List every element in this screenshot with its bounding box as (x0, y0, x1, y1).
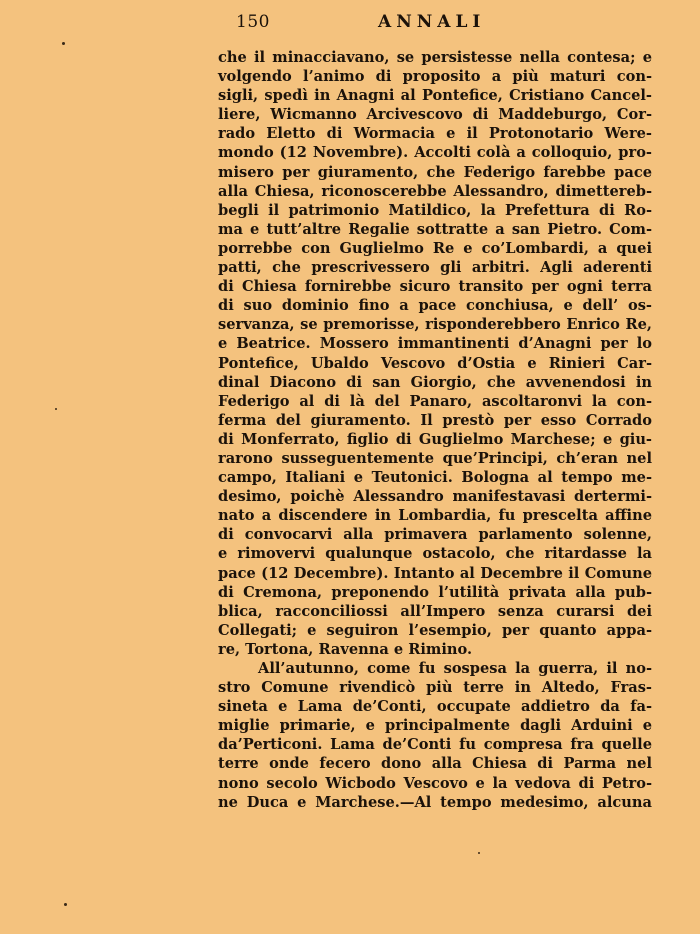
text-line: Pontefice, Ubaldo Vescovo d’Ostia e Rinieri Car- (218, 354, 652, 372)
paper-speck (478, 852, 480, 854)
text-line: di convocarvi alla primavera parlamento solenne, (218, 526, 652, 544)
paper-speck (62, 42, 65, 45)
running-title: ANNALI (378, 12, 486, 32)
text-line: ferma del giuramento. Il prestò per esso Corrado (218, 411, 652, 429)
text-line: Collegati; e seguiron l’esempio, per quanto appa- (218, 621, 652, 639)
text-line: alla Chiesa, riconoscerebbe Alessandro, dimettereb- (218, 182, 652, 200)
text-line: ma e tutt’altre Regalie sottratte a san Pietro. Com- (218, 220, 652, 238)
paper-speck (55, 408, 57, 410)
text-line: desimo, poichè Alessandro manifestavasi dertermi- (218, 488, 652, 506)
text-line: mondo (12 Novembre). Accolti colà a colloquio, pro- (218, 144, 652, 162)
text-line: di Chiesa fornirebbe sicuro transito per ogni terra (218, 278, 652, 296)
text-line: blica, racconciliossi all’Impero senza curarsi dei (218, 602, 652, 620)
text-line: da’Perticoni. Lama de’Conti fu compresa fra quelle (218, 736, 652, 754)
text-line: ne Duca e Marchese.—Al tempo medesimo, alcuna (218, 793, 652, 811)
text-line: di Monferrato, figlio di Guglielmo Marchese; e giu- (218, 430, 652, 448)
text-line: che il minacciavano, se persistesse nella contesa; e (218, 49, 652, 66)
text-line: e rimovervi qualunque ostacolo, che ritardasse la (218, 545, 652, 563)
text-line: nato a discendere in Lombardia, fu prescelta affine (218, 507, 652, 525)
text-line: re, Tortona, Ravenna e Rimino. (218, 640, 473, 658)
text-line: sigli, spedì in Anagni al Pontefice, Cristiano Cancel- (218, 87, 652, 105)
text-line: Federigo al di là del Panaro, ascoltaronvi la con- (218, 392, 652, 410)
text-line: sineta e Lama de’Conti, occupate addietro da fa- (218, 698, 652, 716)
text-line: di suo dominio fino a pace conchiusa, e dell’ os- (218, 297, 652, 315)
text-line: campo, Italiani e Teutonici. Bologna al tempo me- (218, 469, 652, 487)
text-line: di Cremona, preponendo l’utilità privata alla pub- (218, 583, 652, 601)
text-line: misero per giuramento, che Federigo farebbe pace (218, 163, 652, 181)
text-line: All’autunno, come fu sospesa la guerra, il no- (258, 660, 652, 677)
text-line: stro Comune rivendicò più terre in Altedo, Fras- (218, 679, 652, 697)
paper-speck (64, 903, 67, 906)
text-line: nono secolo Wicbodo Vescovo e la vedova di Petro- (218, 774, 652, 792)
text-line: patti, che prescrivessero gli arbitri. Agli aderenti (218, 259, 652, 277)
text-line: e Beatrice. Mossero immantinenti d’Anagni per lo (218, 335, 652, 353)
text-line: rarono susseguentemente que’Principi, ch’eran nel (218, 449, 652, 467)
text-line: dinal Diacono di san Giorgio, che avvenendosi in (218, 373, 652, 391)
text-line: pace (12 Decembre). Intanto al Decembre il Comune (218, 564, 652, 582)
body-text (218, 48, 652, 812)
text-line: liere, Wicmanno Arcivescovo di Maddeburgo, Cor- (218, 106, 652, 124)
text-line: terre onde fecero dono alla Chiesa di Parma nel (218, 755, 652, 773)
text-line: volgendo l’animo di proposito a più maturi con- (218, 68, 652, 86)
text-line: miglie primarie, e principalmente dagli Arduini e (218, 717, 652, 735)
text-line: begli il patrimonio Matildico, la Prefettura di Ro- (218, 201, 652, 219)
text-line: porrebbe con Guglielmo Re e co’Lombardi, a quei (218, 239, 652, 257)
text-line: servanza, se premorisse, risponderebbero Enrico Re, (218, 316, 652, 334)
page-number: 150 (236, 12, 270, 32)
page-header (218, 12, 652, 36)
text-line: rado Eletto di Wormacia e il Protonotario Were- (218, 125, 652, 143)
